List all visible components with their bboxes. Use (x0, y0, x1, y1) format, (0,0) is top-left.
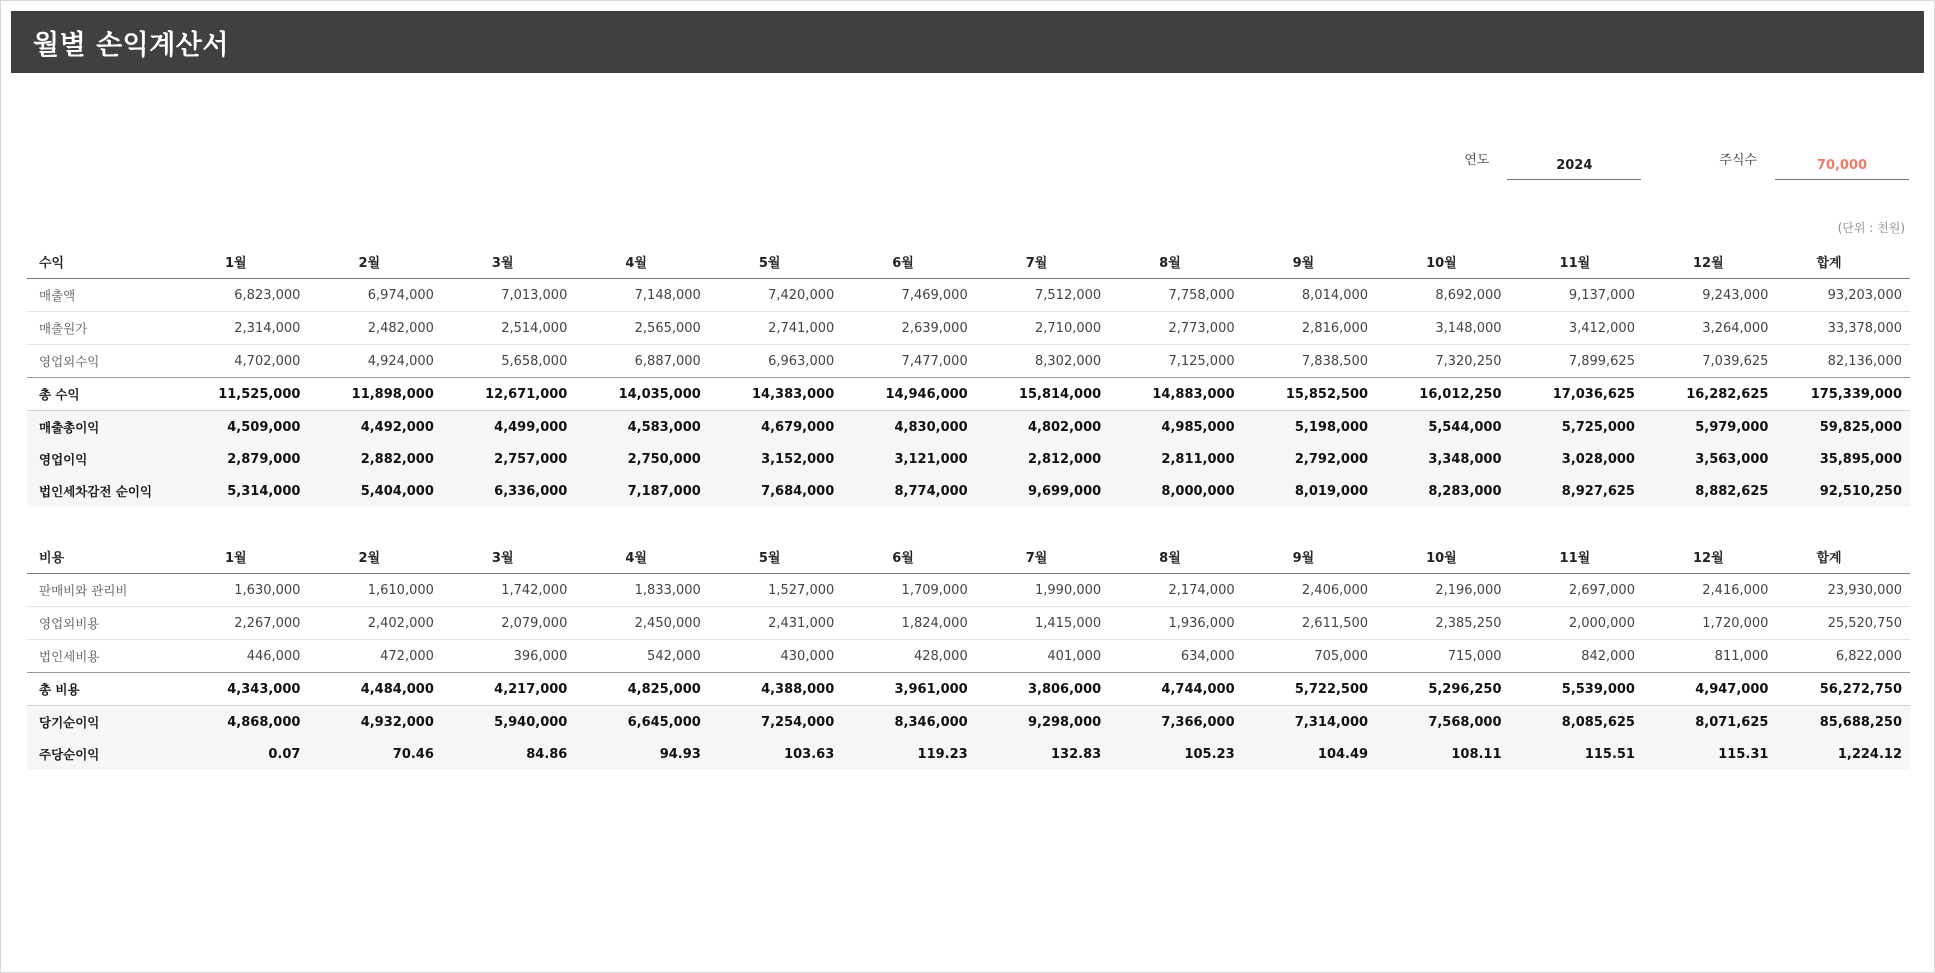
value-cell: 4,947,000 (1643, 673, 1776, 706)
year-label: 연도 (1464, 153, 1490, 168)
total-cell: 59,825,000 (1776, 411, 1910, 444)
value-cell: 7,013,000 (442, 279, 575, 312)
value-cell: 3,563,000 (1643, 443, 1776, 475)
value-cell: 105.23 (1109, 738, 1242, 770)
value-cell: 2,639,000 (842, 312, 975, 345)
year-input[interactable] (1507, 151, 1641, 180)
value-cell: 14,946,000 (842, 378, 975, 411)
value-cell: 7,187,000 (575, 475, 708, 507)
title-bar (11, 11, 1924, 73)
detail-row (27, 312, 1910, 345)
value-cell: 14,383,000 (709, 378, 842, 411)
value-cell: 705,000 (1243, 640, 1376, 673)
row-label: 당기순이익 (27, 706, 175, 739)
month-header: 1월 (175, 245, 308, 279)
value-cell: 2,879,000 (175, 443, 308, 475)
value-cell: 84.86 (442, 738, 575, 770)
value-cell: 8,774,000 (842, 475, 975, 507)
value-cell: 2,385,250 (1376, 607, 1509, 640)
month-header: 10월 (1376, 540, 1509, 574)
value-cell: 103.63 (709, 738, 842, 770)
month-header: 4월 (575, 540, 708, 574)
value-cell: 2,750,000 (575, 443, 708, 475)
total-cell: 25,520,750 (1776, 607, 1910, 640)
row-label: 매출액 (27, 279, 175, 312)
value-cell: 2,196,000 (1376, 574, 1509, 607)
value-cell: 70.46 (308, 738, 441, 770)
value-cell: 2,792,000 (1243, 443, 1376, 475)
value-cell: 5,658,000 (442, 345, 575, 378)
month-header: 8월 (1109, 540, 1242, 574)
total-cell: 175,339,000 (1776, 378, 1910, 411)
value-cell: 396,000 (442, 640, 575, 673)
value-cell: 8,882,625 (1643, 475, 1776, 507)
value-cell: 446,000 (175, 640, 308, 673)
value-cell: 8,927,625 (1510, 475, 1643, 507)
month-header: 11월 (1510, 245, 1643, 279)
value-cell: 634,000 (1109, 640, 1242, 673)
derived-row (27, 443, 1910, 475)
value-cell: 2,314,000 (175, 312, 308, 345)
value-cell: 1,610,000 (308, 574, 441, 607)
month-header: 2월 (308, 540, 441, 574)
value-cell: 842,000 (1510, 640, 1643, 673)
value-cell: 1,630,000 (175, 574, 308, 607)
value-cell: 5,198,000 (1243, 411, 1376, 444)
value-cell: 2,697,000 (1510, 574, 1643, 607)
value-cell: 2,816,000 (1243, 312, 1376, 345)
expense-sum-row (27, 673, 1910, 706)
value-cell: 11,525,000 (175, 378, 308, 411)
value-cell: 3,264,000 (1643, 312, 1776, 345)
value-cell: 1,990,000 (976, 574, 1109, 607)
value-cell: 401,000 (976, 640, 1109, 673)
value-cell: 9,298,000 (976, 706, 1109, 739)
value-cell: 1,415,000 (976, 607, 1109, 640)
month-header: 7월 (976, 540, 1109, 574)
value-cell: 6,336,000 (442, 475, 575, 507)
value-cell: 1,720,000 (1643, 607, 1776, 640)
value-cell: 4,932,000 (308, 706, 441, 739)
value-cell: 7,420,000 (709, 279, 842, 312)
value-cell: 16,282,625 (1643, 378, 1776, 411)
value-cell: 5,544,000 (1376, 411, 1509, 444)
expense-table (27, 540, 1910, 770)
total-cell: 85,688,250 (1776, 706, 1910, 739)
value-cell: 3,028,000 (1510, 443, 1643, 475)
value-cell: 7,512,000 (976, 279, 1109, 312)
value-cell: 2,079,000 (442, 607, 575, 640)
value-cell: 7,899,625 (1510, 345, 1643, 378)
value-cell: 4,868,000 (175, 706, 308, 739)
detail-row (27, 574, 1910, 607)
value-cell: 811,000 (1643, 640, 1776, 673)
value-cell: 8,071,625 (1643, 706, 1776, 739)
value-cell: 2,406,000 (1243, 574, 1376, 607)
month-header: 9월 (1243, 540, 1376, 574)
value-cell: 7,314,000 (1243, 706, 1376, 739)
value-cell: 4,509,000 (175, 411, 308, 444)
value-cell: 7,477,000 (842, 345, 975, 378)
value-cell: 8,692,000 (1376, 279, 1509, 312)
value-cell: 4,484,000 (308, 673, 441, 706)
revenue-header-row (27, 245, 1910, 279)
total-cell: 1,224.12 (1776, 738, 1910, 770)
value-cell: 2,450,000 (575, 607, 708, 640)
value-cell: 2,773,000 (1109, 312, 1242, 345)
value-cell: 5,722,500 (1243, 673, 1376, 706)
value-cell: 2,741,000 (709, 312, 842, 345)
detail-row (27, 607, 1910, 640)
value-cell: 5,539,000 (1510, 673, 1643, 706)
month-header: 12월 (1643, 245, 1776, 279)
value-cell: 2,514,000 (442, 312, 575, 345)
value-cell: 2,000,000 (1510, 607, 1643, 640)
value-cell: 2,565,000 (575, 312, 708, 345)
total-cell: 23,930,000 (1776, 574, 1910, 607)
value-cell: 4,744,000 (1109, 673, 1242, 706)
filter-controls (1464, 149, 1909, 180)
month-header: 6월 (842, 540, 975, 574)
value-cell: 8,302,000 (976, 345, 1109, 378)
value-cell: 6,974,000 (308, 279, 441, 312)
month-header: 8월 (1109, 245, 1242, 279)
row-label: 매출총이익 (27, 411, 175, 444)
value-cell: 3,121,000 (842, 443, 975, 475)
value-cell: 2,757,000 (442, 443, 575, 475)
month-header: 1월 (175, 540, 308, 574)
value-cell: 4,830,000 (842, 411, 975, 444)
value-cell: 4,825,000 (575, 673, 708, 706)
value-cell: 3,348,000 (1376, 443, 1509, 475)
value-cell: 11,898,000 (308, 378, 441, 411)
value-cell: 2,811,000 (1109, 443, 1242, 475)
revenue-table (27, 245, 1910, 507)
value-cell: 94.93 (575, 738, 708, 770)
value-cell: 1,709,000 (842, 574, 975, 607)
value-cell: 4,343,000 (175, 673, 308, 706)
row-label: 법인세차감전 순이익 (27, 475, 175, 507)
value-cell: 542,000 (575, 640, 708, 673)
page-title: 월별 손익계산서 (33, 29, 229, 61)
month-header: 3월 (442, 540, 575, 574)
value-cell: 428,000 (842, 640, 975, 673)
value-cell: 4,924,000 (308, 345, 441, 378)
revenue-sum-row (27, 378, 1910, 411)
month-header: 9월 (1243, 245, 1376, 279)
month-header: 5월 (709, 540, 842, 574)
value-cell: 15,852,500 (1243, 378, 1376, 411)
value-cell: 9,137,000 (1510, 279, 1643, 312)
total-header: 합계 (1776, 540, 1910, 574)
detail-row (27, 279, 1910, 312)
value-cell: 6,823,000 (175, 279, 308, 312)
total-cell: 93,203,000 (1776, 279, 1910, 312)
value-cell: 430,000 (709, 640, 842, 673)
row-label: 영업외수익 (27, 345, 175, 378)
row-label: 영업외비용 (27, 607, 175, 640)
value-cell: 5,296,250 (1376, 673, 1509, 706)
detail-row (27, 345, 1910, 378)
value-cell: 3,148,000 (1376, 312, 1509, 345)
total-cell: 56,272,750 (1776, 673, 1910, 706)
value-cell: 14,883,000 (1109, 378, 1242, 411)
value-cell: 4,388,000 (709, 673, 842, 706)
value-cell: 5,940,000 (442, 706, 575, 739)
value-cell: 6,963,000 (709, 345, 842, 378)
value-cell: 8,014,000 (1243, 279, 1376, 312)
month-header: 2월 (308, 245, 441, 279)
total-cell: 35,895,000 (1776, 443, 1910, 475)
value-cell: 2,882,000 (308, 443, 441, 475)
derived-row (27, 706, 1910, 739)
value-cell: 4,492,000 (308, 411, 441, 444)
value-cell: 5,725,000 (1510, 411, 1643, 444)
value-cell: 108.11 (1376, 738, 1509, 770)
value-cell: 17,036,625 (1510, 378, 1643, 411)
shares-input[interactable] (1775, 151, 1909, 180)
value-cell: 2,402,000 (308, 607, 441, 640)
unit-note: (단위 : 천원) (1837, 221, 1905, 235)
month-header: 5월 (709, 245, 842, 279)
year-control (1464, 149, 1641, 180)
expense-header-row (27, 540, 1910, 574)
month-header: 4월 (575, 245, 708, 279)
value-cell: 115.31 (1643, 738, 1776, 770)
row-label: 영업이익 (27, 443, 175, 475)
value-cell: 8,000,000 (1109, 475, 1242, 507)
value-cell: 104.49 (1243, 738, 1376, 770)
value-cell: 115.51 (1510, 738, 1643, 770)
total-cell: 92,510,250 (1776, 475, 1910, 507)
value-cell: 7,125,000 (1109, 345, 1242, 378)
month-header: 10월 (1376, 245, 1509, 279)
row-label: 매출원가 (27, 312, 175, 345)
value-cell: 15,814,000 (976, 378, 1109, 411)
total-header: 합계 (1776, 245, 1910, 279)
month-header: 7월 (976, 245, 1109, 279)
value-cell: 0.07 (175, 738, 308, 770)
shares-control (1719, 149, 1909, 180)
month-header: 3월 (442, 245, 575, 279)
total-cell: 82,136,000 (1776, 345, 1910, 378)
revenue-section-label: 수익 (27, 245, 175, 279)
value-cell: 3,412,000 (1510, 312, 1643, 345)
row-label: 주당순이익 (27, 738, 175, 770)
total-cell: 6,822,000 (1776, 640, 1910, 673)
expense-section-label: 비용 (27, 540, 175, 574)
value-cell: 4,985,000 (1109, 411, 1242, 444)
value-cell: 7,568,000 (1376, 706, 1509, 739)
value-cell: 472,000 (308, 640, 441, 673)
value-cell: 7,039,625 (1643, 345, 1776, 378)
detail-row (27, 640, 1910, 673)
value-cell: 2,174,000 (1109, 574, 1242, 607)
value-cell: 3,961,000 (842, 673, 975, 706)
value-cell: 1,824,000 (842, 607, 975, 640)
row-label: 법인세비용 (27, 640, 175, 673)
value-cell: 4,499,000 (442, 411, 575, 444)
value-cell: 1,936,000 (1109, 607, 1242, 640)
value-cell: 715,000 (1376, 640, 1509, 673)
value-cell: 12,671,000 (442, 378, 575, 411)
value-cell: 7,320,250 (1376, 345, 1509, 378)
value-cell: 7,684,000 (709, 475, 842, 507)
value-cell: 7,254,000 (709, 706, 842, 739)
value-cell: 7,469,000 (842, 279, 975, 312)
derived-row (27, 411, 1910, 444)
value-cell: 1,742,000 (442, 574, 575, 607)
value-cell: 7,148,000 (575, 279, 708, 312)
value-cell: 7,758,000 (1109, 279, 1242, 312)
value-cell: 6,645,000 (575, 706, 708, 739)
value-cell: 2,710,000 (976, 312, 1109, 345)
value-cell: 9,243,000 (1643, 279, 1776, 312)
value-cell: 2,812,000 (976, 443, 1109, 475)
value-cell: 5,404,000 (308, 475, 441, 507)
month-header: 6월 (842, 245, 975, 279)
row-label: 총 수익 (27, 378, 175, 411)
value-cell: 4,679,000 (709, 411, 842, 444)
value-cell: 4,217,000 (442, 673, 575, 706)
value-cell: 16,012,250 (1376, 378, 1509, 411)
value-cell: 8,085,625 (1510, 706, 1643, 739)
month-header: 12월 (1643, 540, 1776, 574)
value-cell: 5,979,000 (1643, 411, 1776, 444)
derived-row (27, 475, 1910, 507)
value-cell: 132.83 (976, 738, 1109, 770)
row-label: 판매비와 관리비 (27, 574, 175, 607)
shares-label: 주식수 (1719, 153, 1757, 168)
value-cell: 3,806,000 (976, 673, 1109, 706)
value-cell: 1,833,000 (575, 574, 708, 607)
value-cell: 3,152,000 (709, 443, 842, 475)
value-cell: 4,802,000 (976, 411, 1109, 444)
value-cell: 9,699,000 (976, 475, 1109, 507)
value-cell: 4,702,000 (175, 345, 308, 378)
value-cell: 14,035,000 (575, 378, 708, 411)
value-cell: 119.23 (842, 738, 975, 770)
value-cell: 2,611,500 (1243, 607, 1376, 640)
value-cell: 4,583,000 (575, 411, 708, 444)
month-header: 11월 (1510, 540, 1643, 574)
value-cell: 8,346,000 (842, 706, 975, 739)
value-cell: 1,527,000 (709, 574, 842, 607)
value-cell: 2,267,000 (175, 607, 308, 640)
row-label: 총 비용 (27, 673, 175, 706)
value-cell: 8,019,000 (1243, 475, 1376, 507)
value-cell: 6,887,000 (575, 345, 708, 378)
value-cell: 7,838,500 (1243, 345, 1376, 378)
value-cell: 2,416,000 (1643, 574, 1776, 607)
total-cell: 33,378,000 (1776, 312, 1910, 345)
value-cell: 2,482,000 (308, 312, 441, 345)
value-cell: 7,366,000 (1109, 706, 1242, 739)
derived-row (27, 738, 1910, 770)
value-cell: 8,283,000 (1376, 475, 1509, 507)
value-cell: 2,431,000 (709, 607, 842, 640)
value-cell: 5,314,000 (175, 475, 308, 507)
